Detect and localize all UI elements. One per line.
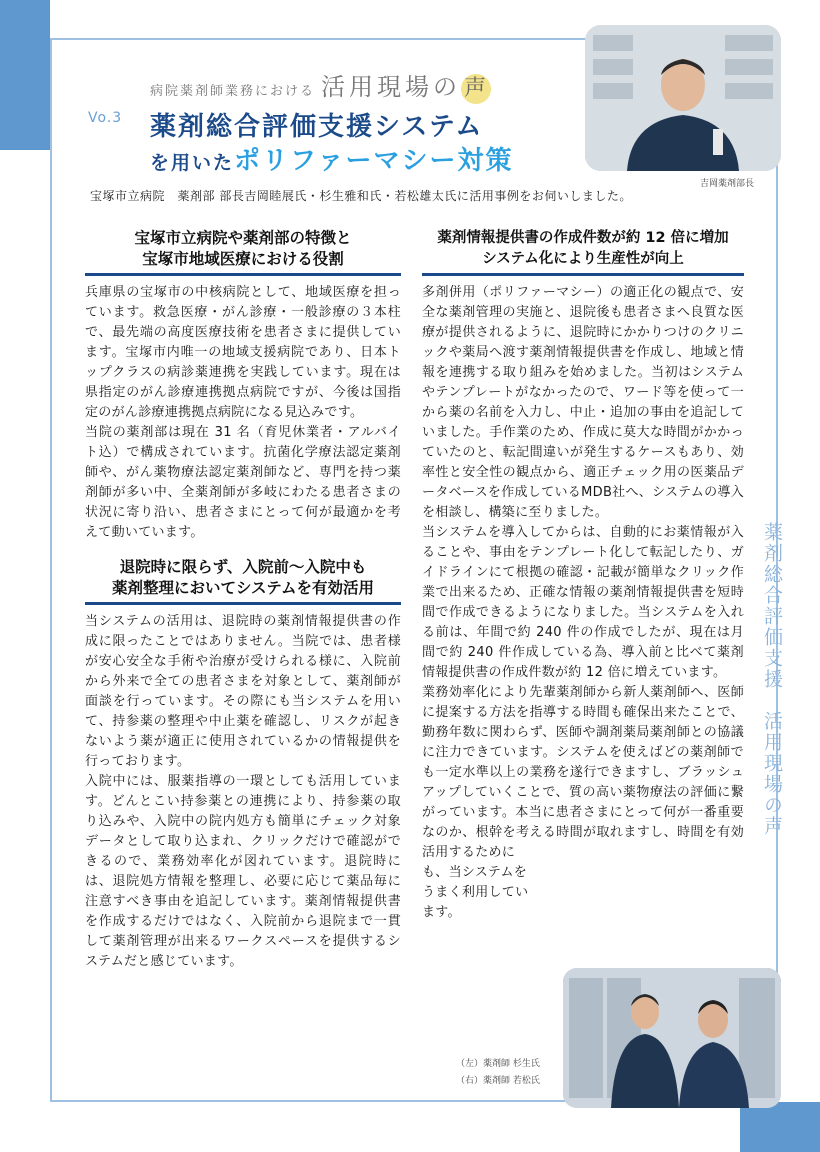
photo-caption-right: （右）薬剤師 若松氏 [456, 1076, 540, 1086]
section3-tail-line: も、当システムを [422, 865, 528, 880]
left-column [85, 228, 401, 972]
right-column [422, 228, 744, 923]
main-title-line2 [150, 140, 514, 177]
section1-rule [85, 273, 401, 276]
section1-heading [85, 228, 401, 270]
director-photo-illustration [585, 25, 781, 171]
volume-label: Vo.3 [88, 110, 123, 126]
series-prefix: 病院薬剤師業務における [150, 84, 316, 99]
section3-tail-line: ます。 [422, 905, 461, 920]
intro-text: 宝塚市立病院 薬剤部 部長吉岡睦展氏・杉生雅和氏・若松雄太氏に活用事例をお伺いしました。 [90, 189, 632, 203]
pharmacists-photo-illustration [563, 968, 781, 1108]
section3-heading-line1: 薬剤情報提供書の作成件数が約 12 倍に増加 [437, 230, 729, 246]
section2-heading-line2: 薬剤整理においてシステムを有効活用 [112, 579, 374, 597]
series-title: 活用現場の [321, 73, 462, 101]
section1-body: 兵庫県の宝塚市の中核病院として、地域医療を担っています。救急医療・がん診療・一般診療の３本柱で、最先端の高度医療技術を患者さまに提供しています。宝塚市内唯一の地域支援病院であり、日本トップクラスの病診薬連携を実践しています。現在は県指定のがん診療連携拠点病院ですが、今後は国指定のがん診療連携拠点病院になる見込みです。 当院の薬剤部は現在 31 名（育児休業者・アルバイト込）で構成されています。抗菌化学療法認定薬剤師や、がん薬物療法認定薬剤師など、専門を持つ薬剤師が多い中、全薬剤師が多岐にわたる患者さまの状況に寄り沿い、患者さまにとって何が最適かを考えて動いています。 [85, 285, 401, 540]
section2-rule [85, 602, 401, 605]
section2-body: 当システムの活用は、退院時の薬剤情報提供書の作成に限ったことではありません。当院では、患者様が安心安全な手術や治療が受けられる様に、入院前から外来で全ての患者さまを対象として、薬剤師が面談を行っています。その際にも当システムを用いて、持参薬の整理や中止薬を確認し、リスクが起きないよう薬が適正に使用されているかの情報提供を行っております。 入院中には、服薬指導の一環としても活用しています。どんとこい持参薬との連携により、持参薬の取り込みや、入院中の院内処方も簡単にチェック対象データとして取り込まれ、クリックだけで確認ができるので、業務効率化が図れています。退院時には、退院処方情報を整理し、必要に応じて薬品毎に注意すべき事由を追記しています。薬剤情報提供書を作成するだけではなく、入院前から退院まで一貫して薬剤管理が出来るワークスペースを提供するシステムだと感じています。 [85, 614, 401, 969]
section3-heading [422, 228, 744, 270]
section3-body: 多剤併用（ポリファーマシー）の適正化の観点で、安全な薬剤管理の実施と、退院後も患者さまへ良質な医療が提供されるように、退院時にかかりつけのクリニックや薬局へ渡す薬剤情報提供書を作成し、地域と情報を連携する取り組みを始めました。当初はシステムやテンプレートがなかったので、ワード等を使って一から薬の名前を入力し、中止・追加の事由を追記していました。手作業のため、作成に莫大な時間がかかっていたのと、転記間違いが発生するケースもあり、効率性と安全性の観点から、適正チェック用の医薬品データベースを作成しているMDB社へ、システムの導入を相談し、構築に至りました。 当システムを導入してからは、自動的にお薬情報が入ることや、事由をテンプレート化して転記したり、ガイドラインにて根拠の確認・記載が簡単なクリック作業で出来るため、正確な情報の薬剤情報提供書を短時間で作成できるようになりました。当システムを入れる前は、年間で約 240 件の作成でしたが、現在は月間で約 240 件作成している為、導入前と比べて薬剤情報提供書の作成件数が約 12 倍に増えています。 業務効率化により先輩薬剤師から新人薬剤師へ、医師に提案する方法を指導する時間も確保出来たことで、勤務年数に関わらず、医師や調剤薬局薬剤師との協議に注力できています。システムを使えばどの薬剤師でも一定水準以上の業務を遂行できますし、ブラッシュアップしていくことで、質の高い薬物療法の評価に繋がっています。本当に患者さまにとって何が一番重要なのか、根幹を考える時間が取れますし、時間を有効活用するために [422, 285, 744, 860]
pharmacists-photo [563, 968, 781, 1108]
main-title-accent: ポリファーマシー対策 [234, 146, 514, 176]
section2-heading [85, 557, 401, 599]
section3-tail [422, 863, 552, 923]
corner-block-bottom-right [740, 1102, 820, 1152]
corner-block-top-left [0, 0, 50, 150]
main-title-line1: 薬剤総合評価支援システム [150, 112, 484, 142]
section2-heading-line1: 退院時に限らず、入院前～入院中も [119, 558, 367, 576]
series-header [150, 67, 491, 104]
section1-heading-line1: 宝塚市立病院や薬剤部の特徴と [134, 229, 352, 247]
section3-tail-line: うまく利用してい [422, 885, 529, 900]
photo-caption-left: （左）薬剤師 杉生氏 [456, 1059, 540, 1069]
director-photo-caption: 吉岡薬剤部長 [700, 179, 755, 189]
section3-heading-line2: システム化により生産性が向上 [482, 251, 684, 267]
director-photo [585, 25, 781, 171]
main-title-connector: を用いた [150, 152, 235, 174]
side-vertical-title: 薬剤総合評価支援 活用現場の声 [761, 522, 783, 837]
series-koe-badge: 声 [461, 74, 491, 104]
section3-rule [422, 273, 744, 276]
section1-heading-line2: 宝塚市地域医療における役割 [142, 250, 344, 268]
